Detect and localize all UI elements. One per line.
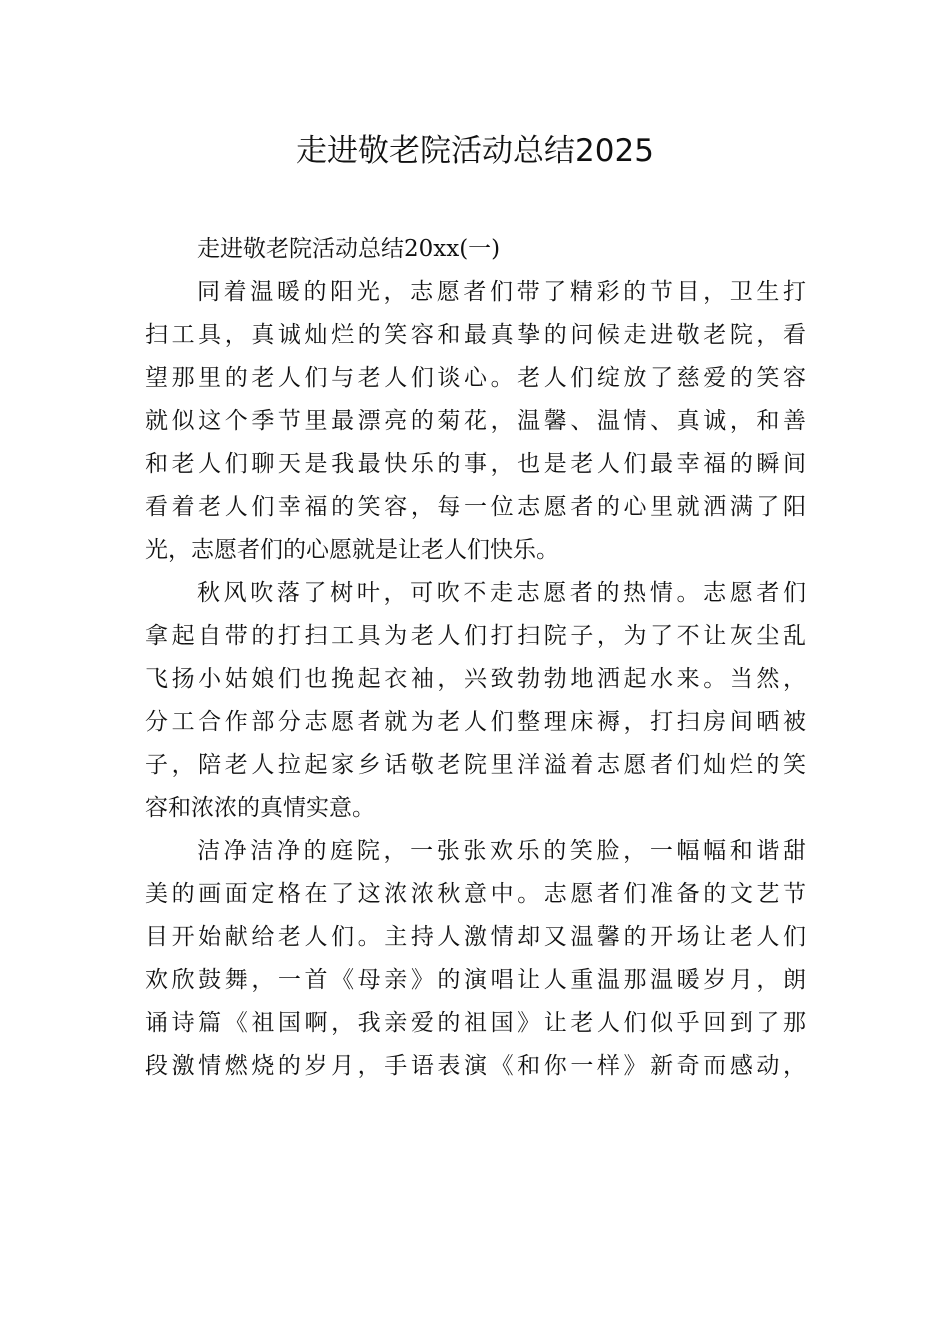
text-line: 美的画面定格在了这浓浓秋意中。志愿者们准备的文艺节 — [145, 881, 806, 907]
text-line: 就似这个季节里最漂亮的菊花，温馨、温情、真诚，和善 — [145, 408, 806, 434]
paragraph-3 — [145, 830, 806, 1088]
text-line: 容和浓浓的真情实意。 — [145, 795, 375, 821]
text-line: 扫工具，真诚灿烂的笑容和最真挚的问候走进敬老院，看 — [145, 322, 806, 348]
text-line: 光，志愿者们的心愿就是让老人们快乐。 — [145, 537, 559, 563]
text-line: 洁净洁净的庭院，一张张欢乐的笑脸，一幅幅和谐甜 — [197, 838, 806, 864]
text-line: 望那里的老人们与老人们谈心。老人们绽放了慈爱的笑容 — [145, 365, 806, 391]
text-line: 目开始献给老人们。主持人激情却又温馨的开场让老人们 — [145, 924, 806, 950]
text-line: 和老人们聊天是我最快乐的事，也是老人们最幸福的瞬间 — [145, 451, 806, 477]
text-line: 同着温暖的阳光，志愿者们带了精彩的节目，卫生打 — [197, 279, 806, 305]
document-title: 走进敬老院活动总结2025 — [296, 133, 654, 169]
document-body — [145, 228, 806, 1088]
text-line: 飞扬小姑娘们也挽起衣袖，兴致勃勃地洒起水来。当然， — [145, 666, 806, 692]
text-line: 拿起自带的打扫工具为老人们打扫院子，为了不让灰尘乱 — [145, 623, 806, 649]
text-line: 段激情燃烧的岁月，手语表演《和你一样》新奇而感动， — [145, 1053, 806, 1079]
text-line: 秋风吹落了树叶，可吹不走志愿者的热情。志愿者们 — [197, 580, 806, 606]
text-line: 子，陪老人拉起家乡话敬老院里洋溢着志愿者们灿烂的笑 — [145, 752, 806, 778]
paragraph-1 — [145, 271, 806, 572]
paragraph-2 — [145, 572, 806, 830]
text-line: 看着老人们幸福的笑容，每一位志愿者的心里就洒满了阳 — [145, 494, 806, 520]
text-line: 分工合作部分志愿者就为老人们整理床褥，打扫房间晒被 — [145, 709, 806, 735]
text-line: 欢欣鼓舞，一首《母亲》的演唱让人重温那温暖岁月，朗 — [145, 967, 806, 993]
section-heading: 走进敬老院活动总结20xx(一) — [197, 236, 501, 262]
text-line: 诵诗篇《祖国啊，我亲爱的祖国》让老人们似乎回到了那 — [145, 1010, 806, 1036]
